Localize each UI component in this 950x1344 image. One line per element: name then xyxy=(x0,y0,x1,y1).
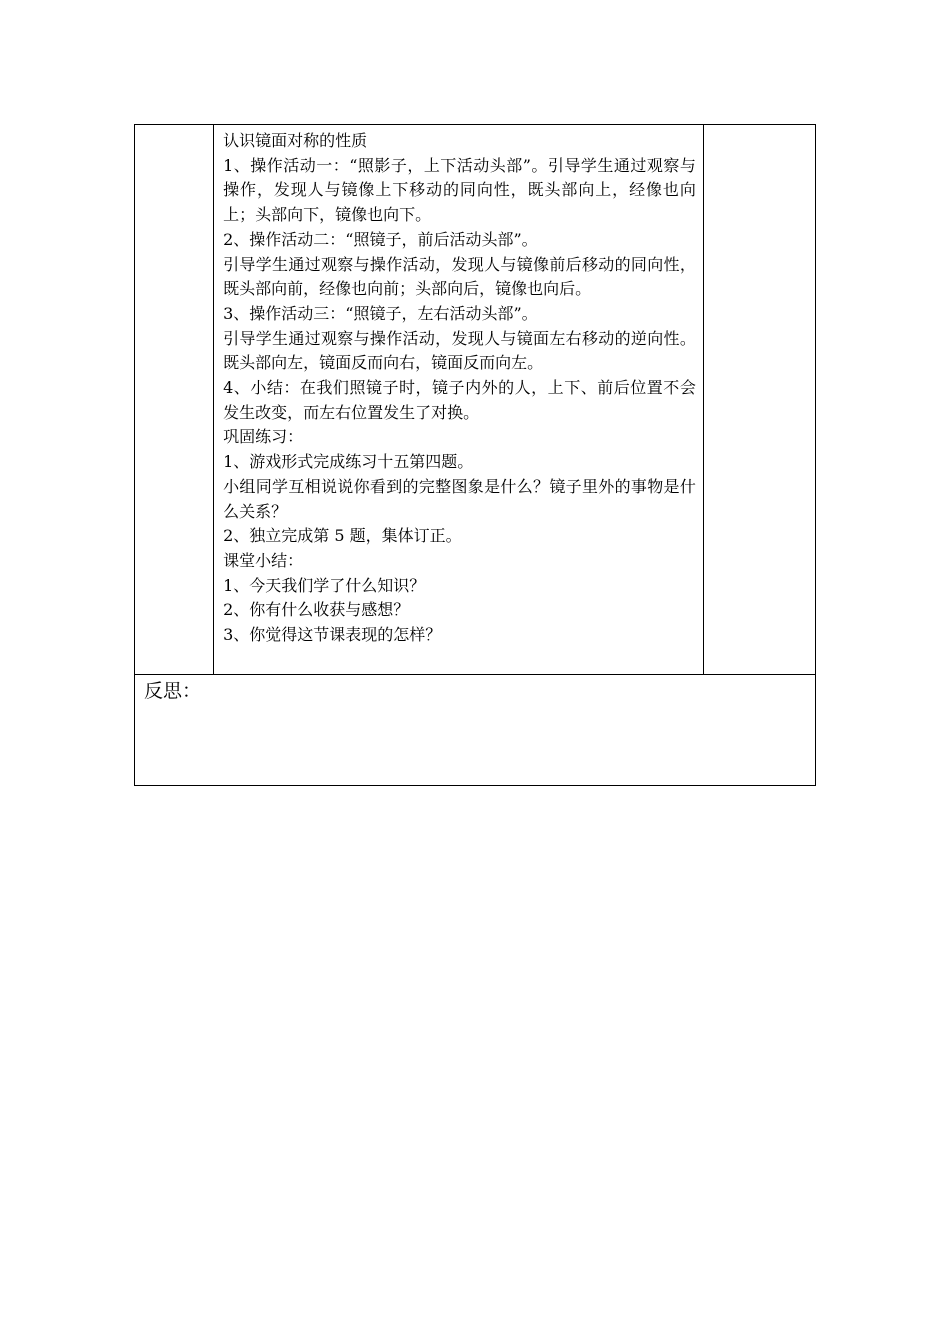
practice-item-one: 1、游戏形式完成练习十五第四题。 xyxy=(223,452,474,472)
practice-group-discussion: 小组同学互相说说你看到的完整图象是什么？镜子里外的事物是什么关系？ xyxy=(223,476,696,521)
activity-one-text: 1、操作活动一：“照影子，上下活动头部”。引导学生通过观察与操作，发现人与镜像上下移动的同向性，既头部向上，经像也向上；头部向下，镜像也向下。 xyxy=(223,155,696,225)
lesson-content-cell xyxy=(214,125,704,675)
summary-text: 4、小结：在我们照镜子时，镜子内外的人，上下、前后位置不会发生改变，而左右位置发生了对换。 xyxy=(223,378,696,422)
lesson-content-row xyxy=(135,125,816,675)
activity-three-text: 引导学生通过观察与操作活动，发现人与镜面左右移动的逆向性。既头部向左，镜面反而向右，镜面反而向左。 xyxy=(223,328,696,373)
reflection-label: 反思： xyxy=(144,680,202,702)
activity-two-title: 2、操作活动二：“照镜子，前后活动头部”。 xyxy=(223,229,538,249)
class-summary-heading: 课堂小结： xyxy=(223,550,304,570)
lesson-plan-table xyxy=(134,124,816,786)
reflection-row xyxy=(135,675,816,786)
right-empty-cell xyxy=(703,125,815,675)
practice-heading: 巩固练习： xyxy=(223,427,304,447)
reflection-cell xyxy=(135,675,816,786)
class-summary-question-two: 2、你有什么收获与感想？ xyxy=(223,600,410,620)
activity-three-title: 3、操作活动三：“照镜子，左右活动头部”。 xyxy=(223,303,538,323)
class-summary-question-one: 1、今天我们学了什么知识？ xyxy=(223,575,426,595)
class-summary-question-three: 3、你觉得这节课表现的怎样？ xyxy=(223,625,442,645)
left-empty-cell xyxy=(135,125,214,675)
practice-item-two: 2、独立完成第 5 题，集体订正。 xyxy=(223,526,462,546)
section-heading-mirror-symmetry: 认识镜面对称的性质 xyxy=(223,131,368,150)
activity-two-text: 引导学生通过观察与操作活动，发现人与镜像前后移动的同向性，既头部向前，经像也向前；头部向后，镜像也向后。 xyxy=(223,254,696,299)
